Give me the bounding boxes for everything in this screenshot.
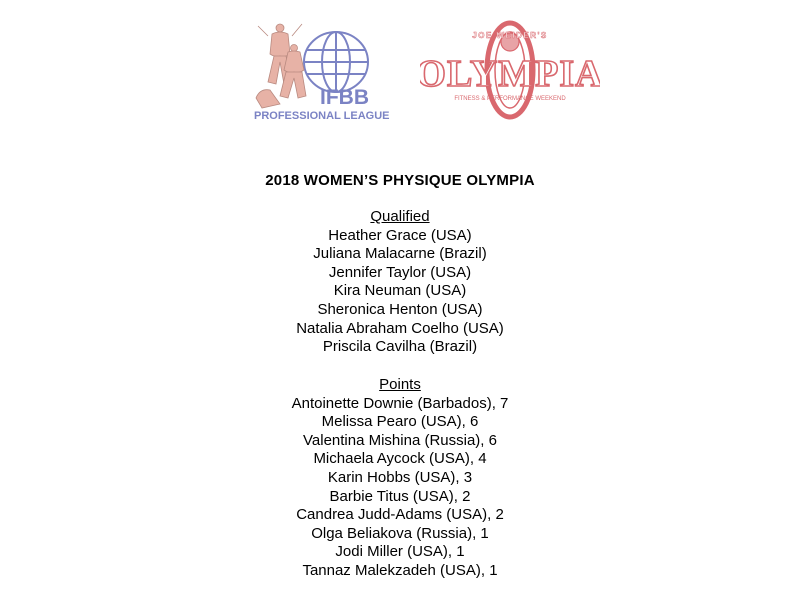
document-title: 2018 WOMEN’S PHYSIQUE OLYMPIA bbox=[265, 172, 535, 189]
olympia-top-text: JOE WEIDER'S bbox=[472, 31, 548, 40]
points-entry: Barbie Titus (USA), 2 bbox=[329, 487, 471, 505]
ifbb-logo bbox=[250, 18, 400, 122]
qualified-entry: Juliana Malacarne (Brazil) bbox=[313, 245, 487, 263]
points-entry: Melissa Pearo (USA), 6 bbox=[321, 413, 479, 431]
qualified-heading: Qualified bbox=[370, 208, 430, 225]
olympia-logo-graphic bbox=[420, 20, 600, 122]
points-entry: Olga Beliakova (Russia), 1 bbox=[311, 524, 489, 542]
points-entry: Tannaz Malekzadeh (USA), 1 bbox=[302, 561, 498, 579]
qualified-section bbox=[0, 208, 800, 357]
ifbb-logo-graphic bbox=[250, 18, 400, 122]
points-entry: Michaela Aycock (USA), 4 bbox=[313, 450, 487, 468]
qualified-entry: Natalia Abraham Coelho (USA) bbox=[296, 319, 504, 337]
points-entry: Valentina Mishina (Russia), 6 bbox=[303, 431, 497, 449]
points-entry: Jodi Miller (USA), 1 bbox=[335, 543, 465, 561]
points-section bbox=[0, 376, 800, 581]
ifbb-subtitle: PROFESSIONAL LEAGUE bbox=[254, 110, 390, 122]
qualified-entry: Kira Neuman (USA) bbox=[333, 282, 467, 300]
ifbb-wordmark: IFBB bbox=[320, 86, 369, 109]
points-entry: Antoinette Downie (Barbados), 7 bbox=[291, 394, 509, 412]
qualified-entry: Priscila Cavilha (Brazil) bbox=[322, 338, 478, 356]
points-entry: Karin Hobbs (USA), 3 bbox=[327, 468, 473, 486]
olympia-sub-text: FITNESS & PERFORMANCE WEEKEND bbox=[454, 96, 566, 102]
points-heading: Points bbox=[379, 376, 421, 393]
qualified-entry: Heather Grace (USA) bbox=[328, 226, 472, 244]
qualified-entry: Jennifer Taylor (USA) bbox=[328, 263, 472, 281]
points-entry: Candrea Judd-Adams (USA), 2 bbox=[296, 506, 504, 524]
olympia-logo bbox=[420, 20, 600, 122]
qualified-entry: Sheronica Henton (USA) bbox=[317, 300, 483, 318]
olympia-wordmark: OLYMPIA bbox=[420, 53, 600, 95]
